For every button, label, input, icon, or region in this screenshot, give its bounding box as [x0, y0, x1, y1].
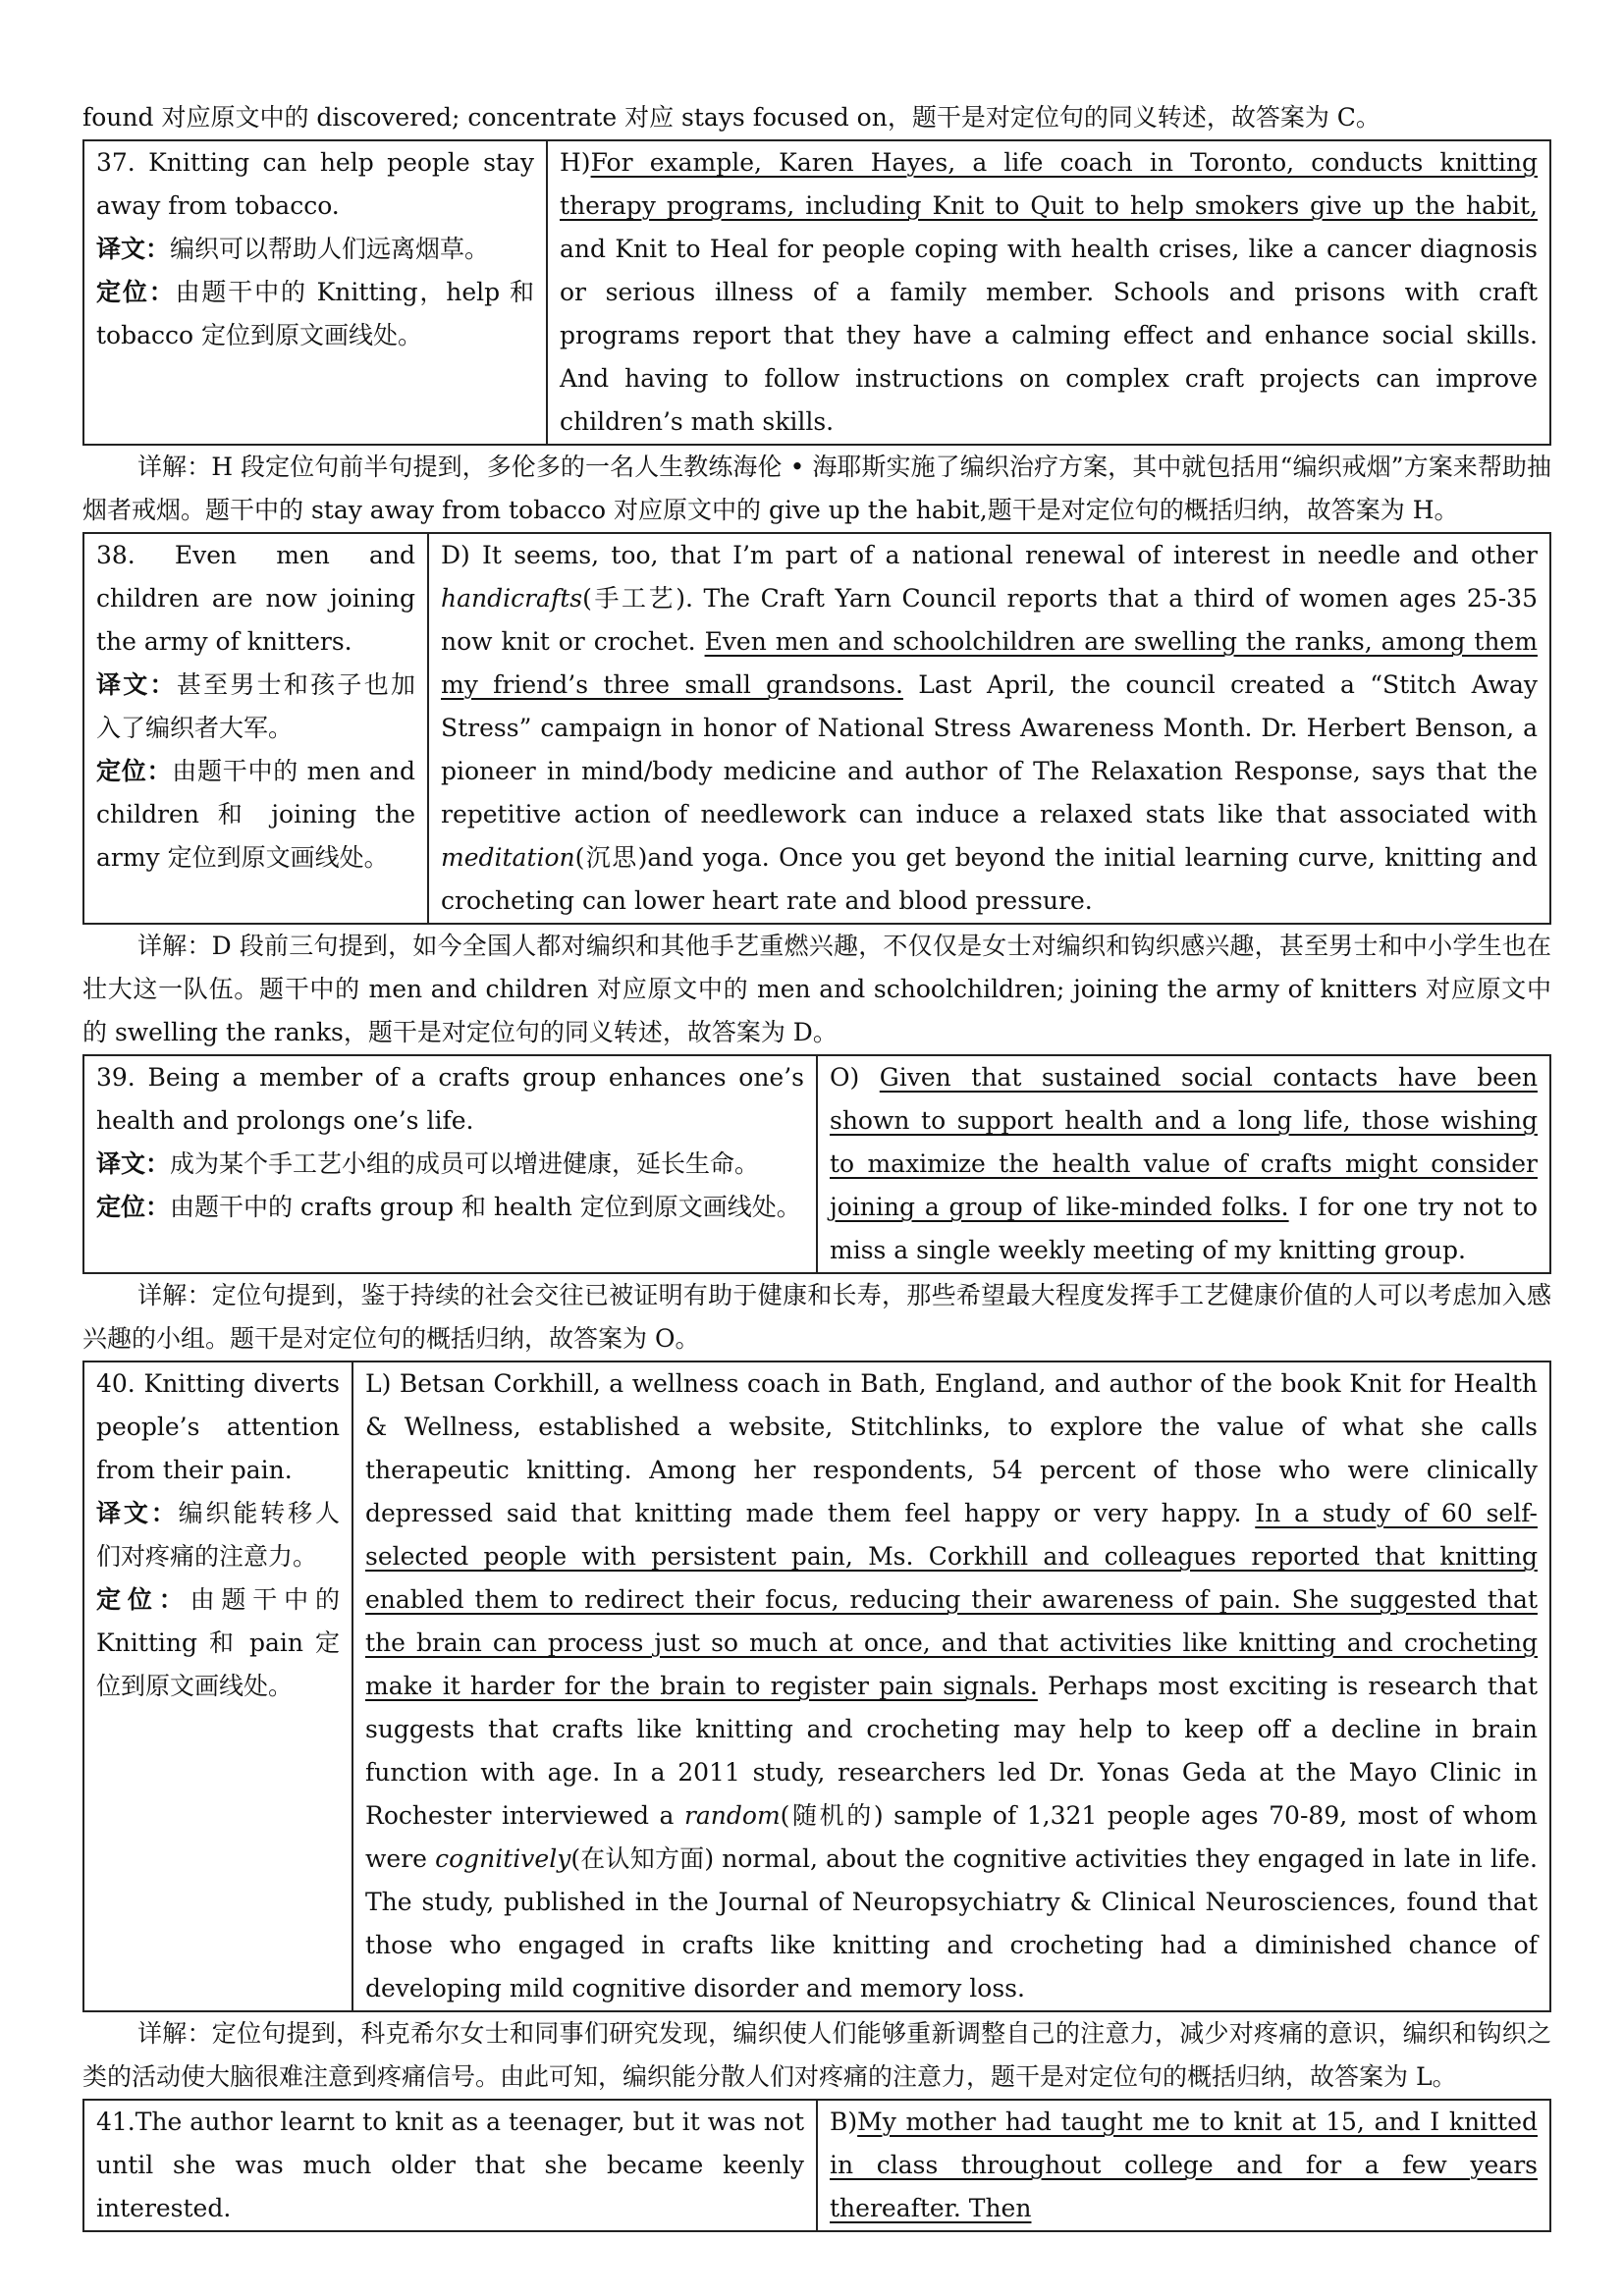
q37-location-text: 由题干中的 Knitting，help 和 tobacco 定位到原文画线处。	[96, 278, 534, 349]
q40-location-text: 由题干中的 Knitting 和 pain 定位到原文画线处。	[96, 1585, 340, 1700]
q39-location-label: 定位：	[96, 1193, 171, 1221]
q37-translation-label: 译文：	[96, 235, 171, 263]
q40-passage	[365, 1362, 1538, 2010]
q39-translation	[96, 1143, 804, 1186]
q40-passage-mid1: Perhaps most exciting is research that suggests that crafts like knitting and crocheting may help to keep off a decline in brain function with age. In a 2011 study, researchers led Dr. Yonas Geda at the Mayo Clinic in Rochester interviewed a	[365, 1672, 1538, 1830]
q37-location-label: 定位：	[96, 278, 176, 306]
q40-location	[96, 1578, 340, 1708]
q39-translation-label: 译文：	[96, 1149, 171, 1178]
q37-question-cell	[83, 140, 547, 445]
q37-question: 37. Knitting can help people stay away from tobacco.	[96, 148, 534, 220]
q40-passage-cell	[352, 1362, 1550, 2011]
q38-translation-text: 甚至男士和孩子也加入了编织者大军。	[96, 670, 415, 742]
q37-location	[96, 271, 534, 357]
q38-passage-cell	[428, 533, 1550, 924]
q39-passage	[830, 1056, 1538, 1272]
q40-question: 40. Knitting diverts people’s attention from their pain.	[96, 1369, 340, 1484]
q38-passage-mid1: (手工艺). The Craft Yarn Council reports that a third of women ages 25-35 now knit or crochet.	[441, 584, 1538, 656]
q38-location-label: 定位：	[96, 757, 173, 785]
q39-question-cell	[83, 1055, 817, 1273]
q40-passage-mid2: (随机的) sample of 1,321 people ages 70-89, most of whom were	[365, 1801, 1539, 1873]
q39-translation-text: 成为某个手工艺小组的成员可以增进健康，延长生命。	[170, 1149, 760, 1178]
q40-location-label: 定位：	[96, 1585, 190, 1614]
q38-table	[82, 532, 1551, 925]
q40-underlined-sentence: In a study of 60 self-selected people with persistent pain, Ms. Corkhill and colleagues reported that knitting enabled them to redirect their focus, reducing their awareness of pain. She suggested that the brain can process just so much at once, and that activities like knitting and crocheting make it harder for the brain to register pain signals.	[365, 1499, 1538, 1700]
q37-translation	[96, 228, 534, 271]
q39-question: 39. Being a member of a crafts group enhances one’s health and prolongs one’s life.	[96, 1063, 804, 1135]
q38-passage-start: D) It seems, too, that I’m part of a national renewal of interest in needle and other	[441, 541, 1538, 569]
q40-italic-cognitively: cognitively	[435, 1844, 571, 1873]
q37-paragraph-marker: H)	[560, 148, 591, 177]
q40-translation-text: 编织能转移人们对疼痛的注意力。	[96, 1499, 340, 1571]
q38-location-text: 由题干中的 men and children 和 joining the army 定位到原文画线处。	[96, 757, 415, 872]
q38-passage	[441, 534, 1538, 923]
q38-explanation: 详解：D 段前三句提到，如今全国人都对编织和其他手艺重燃兴趣，不仅仅是女士对编织和钩织感兴趣，甚至男士和中小学生也在壮大这一队伍。题干中的 men and children 对应原文中的 men and schoolchildren; joining the army of knitters 对应原文中的 swelling the ranks，题干是对定位句的同义转述，故答案为 D。	[82, 932, 1551, 1046]
q37-translation-text: 编织可以帮助人们远离烟草。	[170, 235, 490, 263]
q38-italic-handicrafts: handicrafts	[441, 584, 583, 613]
q39-paragraph-marker: O)	[830, 1063, 880, 1092]
q38-translation	[96, 664, 415, 750]
q38-question: 38. Even men and children are now joining the army of knitters.	[96, 541, 415, 656]
q38-underlined-sentence: Even men and schoolchildren are swelling the ranks, among them my friend’s three small grandsons.	[441, 627, 1538, 699]
q39-table	[82, 1054, 1551, 1274]
q40-question-cell	[83, 1362, 352, 2011]
q37-passage	[560, 141, 1538, 444]
q39-underlined-sentence: Given that sustained social contacts have been shown to support health and a long life, those wishing to maximize the health value of crafts might consider joining a group of like-minded folks.	[830, 1063, 1538, 1221]
q40-explanation: 详解：定位句提到，科克希尔女士和同事们研究发现，编织使人们能够重新调整自己的注意力，减少对疼痛的意识，编织和钩织之类的活动使大脑很难注意到疼痛信号。由此可知，编织能分散人们对疼痛的注意力，题干是对定位句的概括归纳，故答案为 L。	[82, 2019, 1551, 2091]
q40-translation-label: 译文：	[96, 1499, 179, 1527]
q41-question: 41.The author learnt to knit as a teenager, but it was not until she was much older that she became keenly interested.	[96, 2108, 804, 2222]
q38-translation-label: 译文：	[96, 670, 177, 699]
q39-explanation: 详解：定位句提到，鉴于持续的社会交往已被证明有助于健康和长寿，那些希望最大程度发挥手工艺健康价值的人可以考虑加入感兴趣的小组。题干是对定位句的概括归纳，故答案为 O。	[82, 1281, 1551, 1353]
q38-passage-mid2: Last April, the council created a “Stitch Away Stress” campaign in honor of National Stress Awareness Month. Dr. Herbert Benson, a pioneer in mind/body medicine and author of The Relaxation Response, says that the repetitive action of needlework can induce a relaxed stats like that associated with	[441, 670, 1538, 828]
q38-italic-meditation: meditation	[441, 843, 575, 872]
q37-passage-rest: and Knit to Heal for people coping with health crises, like a cancer diagnosis or serious illness of a family member. Schools and prisons with craft programs report that they have a calming effect and enhance social skills. And having to follow instructions on complex craft projects can improve children’s math skills.	[560, 235, 1538, 436]
q39-passage-rest: I for one try not to miss a single weekly meeting of my knitting group.	[830, 1193, 1538, 1264]
intro-paragraph: found 对应原文中的 discovered; concentrate 对应 stays focused on，题干是对定位句的同义转述，故答案为 C。	[82, 103, 1380, 132]
q41-question-cell	[83, 2100, 817, 2231]
q39-location	[96, 1186, 804, 1229]
q41-paragraph-marker: B)	[830, 2108, 858, 2136]
q40-passage-start: L) Betsan Corkhill, a wellness coach in Bath, England, and author of the book Knit for Health & Wellness, established a website, Stitchlinks, to explore the value of what she calls therapeutic knitting. Among her respondents, 54 percent of those who were clinically depressed said that knitting made them feel happy or very happy.	[365, 1369, 1538, 1527]
q39-location-text: 由题干中的 crafts group 和 health 定位到原文画线处。	[170, 1193, 801, 1221]
q38-passage-end: (沉思)and yoga. Once you get beyond the initial learning curve, knitting and crocheting can lower heart rate and blood pressure.	[441, 843, 1538, 915]
q37-passage-cell	[547, 140, 1550, 445]
q39-passage-cell	[817, 1055, 1550, 1273]
q41-passage-cell	[817, 2100, 1550, 2231]
q37-explanation: 详解：H 段定位句前半句提到，多伦多的一名人生教练海伦 • 海耶斯实施了编织治疗方案，其中就包括用“编织戒烟”方案来帮助抽烟者戒烟。题干中的 stay away from tobacco 对应原文中的 give up the habit,题干是对定位句的概括归纳，故答案为 H。	[82, 453, 1551, 524]
q38-question-cell	[83, 533, 428, 924]
q40-italic-random: random	[683, 1801, 781, 1830]
q40-table	[82, 1361, 1551, 2012]
q40-translation	[96, 1492, 340, 1578]
q41-underlined-sentence: My mother had taught me to knit at 15, and I knitted in class throughout college and for a few years thereafter. Then	[830, 2108, 1538, 2222]
q41-table	[82, 2099, 1551, 2232]
document-page	[82, 96, 1551, 2232]
q37-underlined-sentence: For example, Karen Hayes, a life coach in Toronto, conducts knitting therapy programs, including Knit to Quit to help smokers give up the habit,	[560, 148, 1538, 220]
q41-passage	[830, 2101, 1538, 2230]
q37-table	[82, 139, 1551, 446]
q38-location	[96, 750, 415, 880]
q40-passage-end: (在认知方面) normal, about the cognitive activities they engaged in late in life. The study, published in the Journal of Neuropsychiatry & Clinical Neurosciences, found that those who engaged in crafts like knitting and crocheting had a diminished chance of developing mild cognitive disorder and memory loss.	[365, 1844, 1538, 2002]
